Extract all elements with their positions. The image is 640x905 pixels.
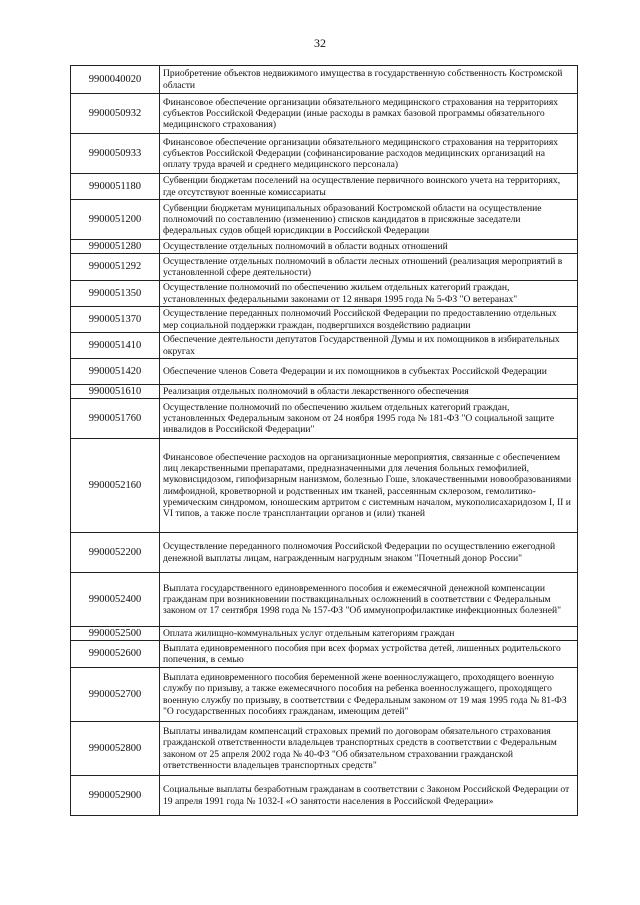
- budget-code-cell: 9900052400: [71, 573, 160, 627]
- budget-code-cell: 9900051280: [71, 240, 160, 254]
- budget-code-cell: 9900051410: [71, 333, 160, 359]
- description-cell: Осуществление полномочий по обеспечению жильем отдельных категорий граждан, установленных федеральными законами от 12 января 1995 года № 5-ФЗ "О ветеранах": [160, 281, 578, 307]
- table-row: [71, 439, 578, 533]
- description-cell: Финансовое обеспечение организации обязательного медицинского страхования на территориях субъектов Российской Федерации (софинансирование расходов медицинских организаций на оплату труда врачей и среднего медицинского персонала): [160, 134, 578, 174]
- budget-code-cell: 9900052200: [71, 533, 160, 573]
- budget-code-cell: 9900052700: [71, 668, 160, 722]
- budget-code-cell: 9900052600: [71, 641, 160, 668]
- budget-code-cell: 9900052500: [71, 627, 160, 641]
- description-cell: Осуществление переданных полномочий Российской Федерации по предоставлению отдельных мер социальной поддержки граждан, подвергшихся воздействию радиации: [160, 307, 578, 333]
- description-cell: Финансовое обеспечение организации обязательного медицинского страхования на территориях субъектов Российской Федерации (иные расходы в рамках базовой программы обязательного медицинского страхования): [160, 94, 578, 134]
- table-row: [71, 94, 578, 134]
- description-cell: Осуществление отдельных полномочий в области водных отношений: [160, 240, 578, 254]
- budget-code-cell: 9900051292: [71, 254, 160, 281]
- table-row: [71, 641, 578, 668]
- budget-code-cell: 9900051350: [71, 281, 160, 307]
- description-cell: Осуществление отдельных полномочий в области лесных отношений (реализация мероприятий в установленной сфере деятельности): [160, 254, 578, 281]
- description-cell: Приобретение объектов недвижимого имущества в государственную собственность Костромской области: [160, 66, 578, 94]
- table-row: [71, 66, 578, 94]
- description-cell: Финансовое обеспечение расходов на организационные мероприятия, связанные с обеспечением лиц лекарственными препаратами, предназначенными для лечения больных гемофилией, муковисцидозом, гипофизарным нанизмом, болезнью Гоше, злокачественными новообразованиями лимфоидной, кроветворной и родственных им тканей, рассеянным склерозом, гемолитико-уремическим синдромом, юношеским артритом с системным началом, мукополисахаридозом I, II и VI типов, а также после трансплантации органов и (или) тканей: [160, 439, 578, 533]
- table-row: [71, 240, 578, 254]
- budget-code-cell: 9900040020: [71, 66, 160, 94]
- budget-code-cell: 9900050933: [71, 134, 160, 174]
- budget-code-table: [70, 65, 578, 816]
- table-row: [71, 281, 578, 307]
- description-cell: Оплата жилищно-коммунальных услуг отдельным категориям граждан: [160, 627, 578, 641]
- description-cell: Выплата единовременного пособия при всех формах устройства детей, лишенных родительского попечения, в семью: [160, 641, 578, 668]
- description-cell: Выплата государственного единовременного пособия и ежемесячной денежной компенсации гражданам при возникновении поствакцинальных осложнений в соответствии с Федеральным законом от 17 сентября 1998 года № 157-ФЗ "Об иммунопрофилактике инфекционных болезней": [160, 573, 578, 627]
- table-row: [71, 174, 578, 200]
- budget-code-cell: 9900051760: [71, 399, 160, 439]
- description-cell: Реализация отдельных полномочий в области лекарственного обеспечения: [160, 385, 578, 399]
- table-row: [71, 776, 578, 816]
- table-row: [71, 399, 578, 439]
- budget-code-cell: 9900052800: [71, 722, 160, 776]
- description-cell: Обеспечение деятельности депутатов Государственной Думы и их помощников в избирательных округах: [160, 333, 578, 359]
- description-cell: Субвенции бюджетам муниципальных образований Костромской области на осуществление полномочий по составлению (изменению) списков кандидатов в присяжные заседатели федеральных судов общей юрисдикции в Российской Федерации: [160, 200, 578, 240]
- budget-code-cell: 9900051610: [71, 385, 160, 399]
- budget-code-cell: 9900051200: [71, 200, 160, 240]
- table-row: [71, 307, 578, 333]
- table-row: [71, 333, 578, 359]
- table-row: [71, 254, 578, 281]
- table-row: [71, 200, 578, 240]
- table-row: [71, 668, 578, 722]
- description-cell: Субвенции бюджетам поселений на осуществление первичного воинского учета на территориях, где отсутствуют военные комиссариаты: [160, 174, 578, 200]
- budget-code-cell: 9900051180: [71, 174, 160, 200]
- budget-code-cell: 9900051370: [71, 307, 160, 333]
- table-row: [71, 359, 578, 385]
- table-row: [71, 385, 578, 399]
- budget-code-cell: 9900052160: [71, 439, 160, 533]
- description-cell: Социальные выплаты безработным гражданам в соответствии с Законом Российской Федерации от 19 апреля 1991 года № 1032-I «О занятости населения в Российской Федерации»: [160, 776, 578, 816]
- description-cell: Выплата единовременного пособия беременной жене военнослужащего, проходящего военную службу по призыву, а также ежемесячного пособия на ребенка военнослужащего, проходящего военную службу по призыву, в соответствии с Федеральным законом от 19 мая 1995 года № 81-ФЗ "О государственных пособиях гражданам, имеющим детей": [160, 668, 578, 722]
- table-row: [71, 573, 578, 627]
- page-number: 32: [314, 36, 326, 50]
- budget-code-cell: 9900050932: [71, 94, 160, 134]
- description-cell: Осуществление переданного полномочия Российской Федерации по осуществлению ежегодной денежной выплаты лицам, награжденным нагрудным знаком "Почетный донор России": [160, 533, 578, 573]
- table-row: [71, 627, 578, 641]
- table-row: [71, 134, 578, 174]
- description-cell: Обеспечение членов Совета Федерации и их помощников в субъектах Российской Федерации: [160, 359, 578, 385]
- budget-code-cell: 9900052900: [71, 776, 160, 816]
- description-cell: Выплаты инвалидам компенсаций страховых премий по договорам обязательного страхования гражданской ответственности владельцев транспортных средств в соответствии с Федеральным законом от 25 апреля 2002 года № 40-ФЗ "Об обязательном страховании гражданской ответственности владельцев транспортных средств": [160, 722, 578, 776]
- table-row: [71, 722, 578, 776]
- table-row: [71, 533, 578, 573]
- budget-code-cell: 9900051420: [71, 359, 160, 385]
- description-cell: Осуществление полномочий по обеспечению жильем отдельных категорий граждан, установленных Федеральным законом от 24 ноября 1995 года № 181-ФЗ "О социальной защите инвалидов в Российской Федерации": [160, 399, 578, 439]
